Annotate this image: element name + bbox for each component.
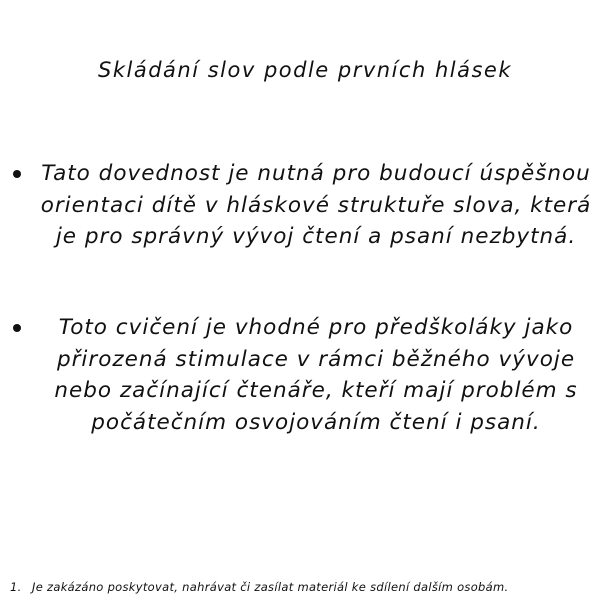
footnote-text: Je zakázáno poskytovat, nahrávat či zasílat materiál ke sdílení dalším osobám. xyxy=(32,580,509,594)
bullet-icon xyxy=(13,324,21,332)
page-title: Skládání slov podle prvních hlásek xyxy=(98,58,512,82)
bullet-text: Tato dovednost je nutná pro budoucí úspěšnou orientaci dítě v hláskové struktuře slova, která je pro správný vývoj čtení a psaní nezbytná. xyxy=(40,161,592,249)
footnote xyxy=(10,580,600,594)
footnote-number: 1. xyxy=(10,580,22,594)
bullet-icon xyxy=(13,170,21,178)
bullet-text: Toto cvičení je vhodné pro předškoláky jako přirozená stimulace v rámci běžného vývoje nebo začínající čtenáře, kteří mají problém s počátečním osvojováním čtení i psaní. xyxy=(54,315,578,435)
